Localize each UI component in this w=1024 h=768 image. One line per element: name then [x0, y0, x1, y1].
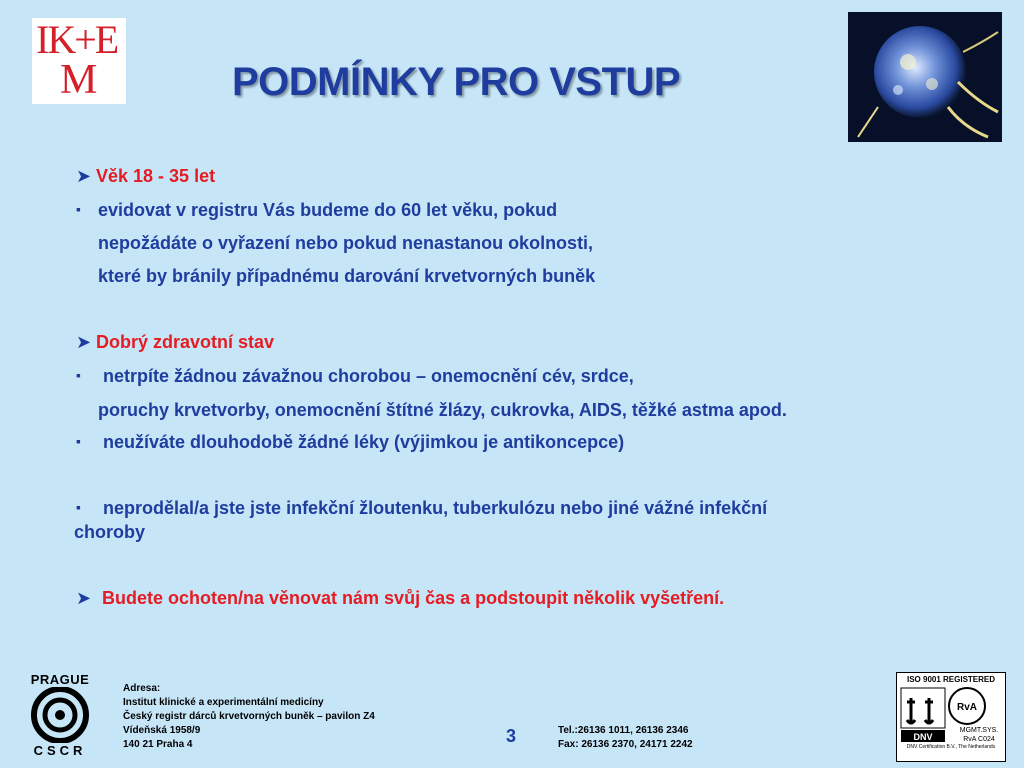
svg-text:RvA C024: RvA C024 — [963, 736, 995, 743]
square-bullet-icon: ▪ — [76, 367, 81, 383]
list-item: ▪ neužíváte dlouhodobě žádné léky (výjimkou je antikoncepce) — [76, 432, 625, 452]
ikem-logo-top: IK+E — [36, 17, 118, 62]
list-item-continuation: choroby — [74, 522, 146, 542]
list-item: ➤ Dobrý zdravotní stav — [76, 332, 275, 352]
list-item-continuation: nepožádáte o vyřazení nebo pokud nenastanou okolnosti, — [98, 233, 594, 253]
iso-certification-badge: ISO 9001 REGISTERED RvA DNV MGMT.SYS. RvA C024 DNV Certification B.V., The Netherlands — [896, 672, 1006, 762]
svg-text:DNV: DNV — [913, 732, 933, 742]
square-bullet-icon: ▪ — [76, 201, 81, 217]
list-item: ▪ neprodělal/a jste jste infekční žloutenku, tuberkulózu nebo jiné vážné infekční — [76, 498, 768, 518]
cscr-logo: PRAGUE CSCR — [30, 672, 90, 758]
list-item: ➤ Věk 18 - 35 let — [76, 166, 216, 186]
list-item: ▪ netrpíte žádnou závažnou chorobou – onemocnění cév, srdce, — [76, 366, 634, 386]
square-bullet-icon: ▪ — [76, 499, 81, 515]
page-number: 3 — [506, 726, 517, 746]
ikem-logo-bottom: M — [60, 57, 98, 103]
arrow-bullet-icon: ➤ — [76, 332, 92, 352]
list-item-continuation: poruchy krvetvorby, onemocnění štítné žlázy, cukrovka, AIDS, těžké astma apod. — [98, 400, 787, 420]
svg-text:MGMT.SYS.: MGMT.SYS. — [959, 727, 999, 734]
contact-block: Tel.:26136 1011, 26136 2346 Fax: 26136 2370, 24171 2242 — [558, 725, 693, 750]
page-title: PODMÍNKY PRO VSTUP — [232, 60, 681, 104]
ikem-logo — [32, 18, 126, 104]
address-block: Adresa: Institut klinické a experimentální medicíny Český registr dárců krvetvorných buněk – pavilon Z4 Vídeňská 1958/9 140 21 Praha 4 — [123, 683, 375, 750]
arrow-bullet-icon: ➤ — [76, 166, 92, 186]
square-bullet-icon: ▪ — [76, 433, 81, 449]
svg-text:RvA: RvA — [956, 702, 978, 713]
stem-cell-image — [848, 12, 1002, 142]
list-item: ➤ Budete ochoten/na věnovat nám svůj čas a podstoupit několik vyšetření. — [76, 588, 725, 608]
list-item-continuation: které by bránily případnému darování krvetvorných buněk — [98, 266, 596, 286]
arrow-bullet-icon: ➤ — [76, 588, 92, 608]
list-item: ▪ evidovat v registru Vás budeme do 60 let věku, pokud — [76, 200, 558, 220]
